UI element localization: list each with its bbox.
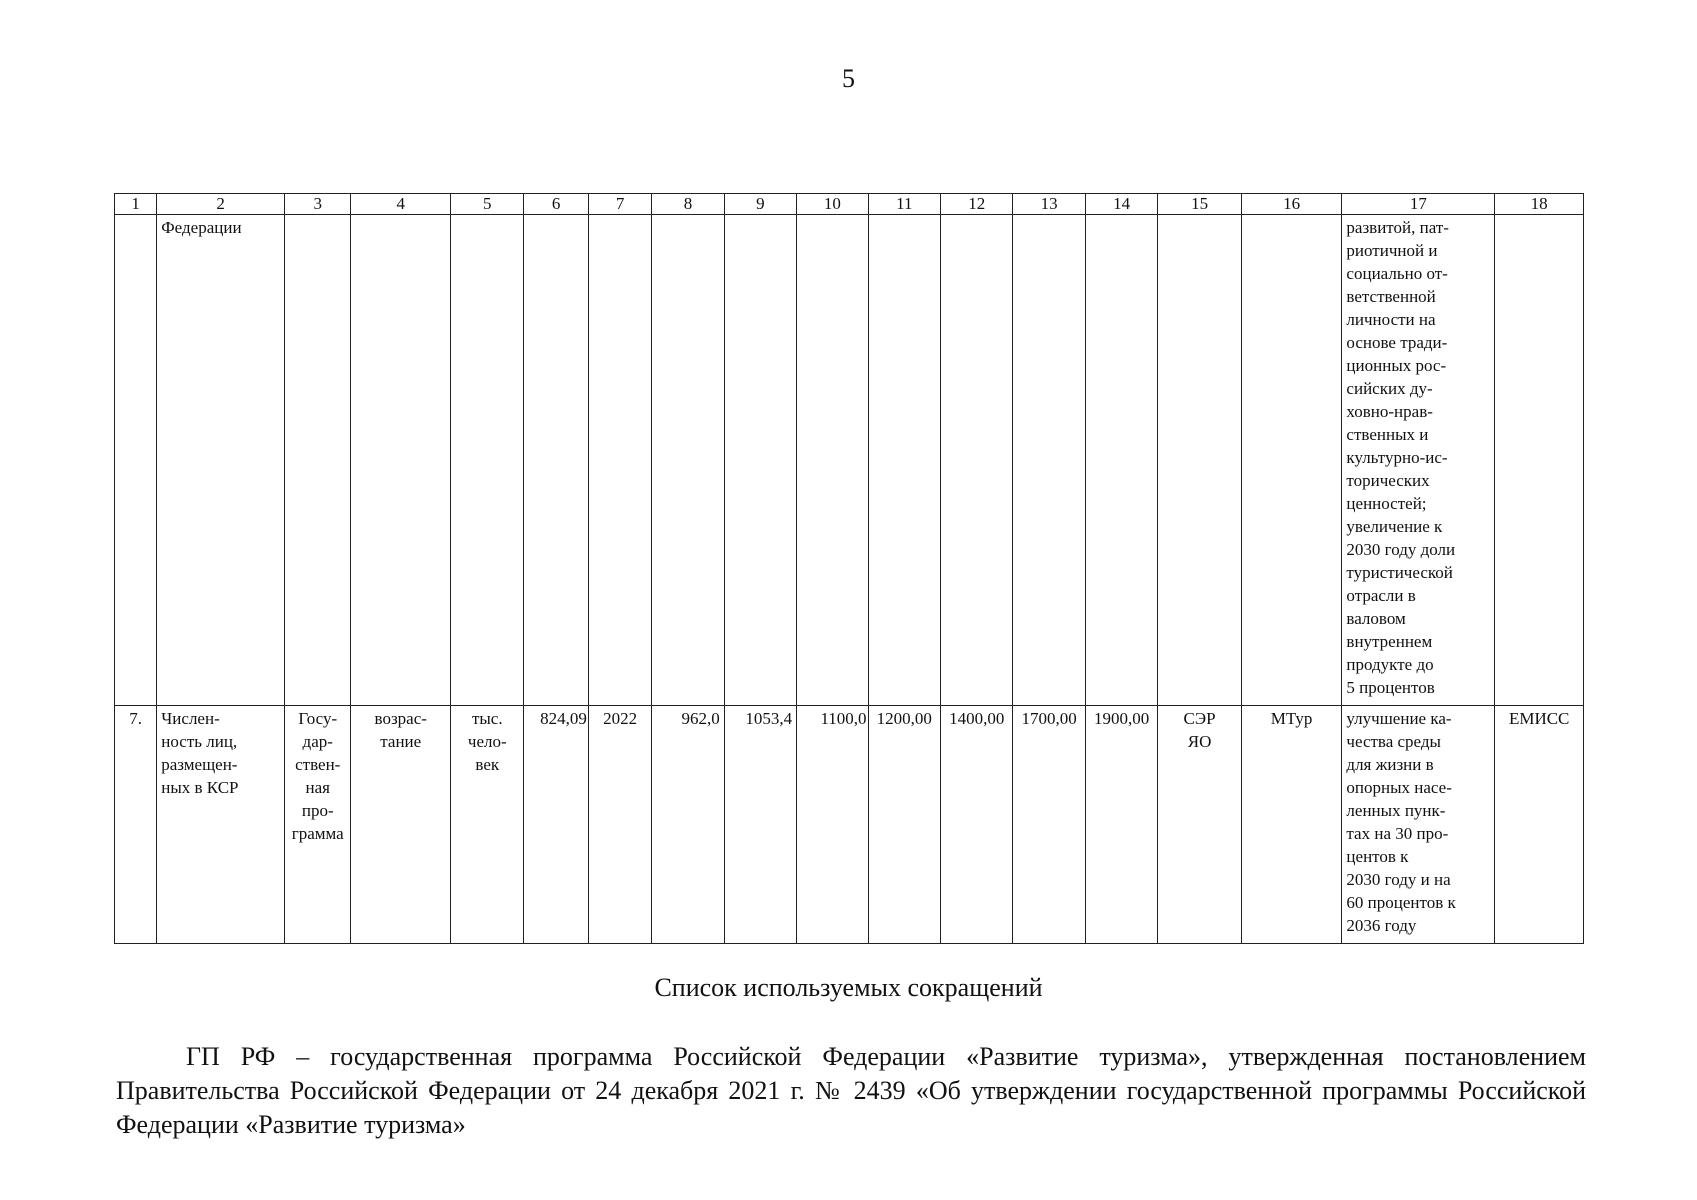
header-cell: 14 [1085, 194, 1157, 215]
table-cell-base-value: 824,09 [524, 706, 588, 944]
table-cell-base-year: 2022 [588, 706, 651, 944]
table-cell [652, 215, 724, 706]
table-header-row [115, 194, 1584, 215]
table-cell [941, 215, 1013, 706]
table-cell-goal: развитой, пат- риотичной и социально от- ветственной личности на основе тради- ционных рос- сийских ду- ховно-нрав- ственных и культурно-ис- торических ценностей; увеличение к 2030 году доли туристической отрасли в валовом внутреннем продукте до 5 процентов [1342, 215, 1495, 706]
header-cell: 8 [652, 194, 724, 215]
table-cell [351, 215, 451, 706]
table-cell-value: 1400,00 [941, 706, 1013, 944]
table-cell [588, 215, 651, 706]
table-cell-unit: тыс. чело- век [451, 706, 524, 944]
table-cell [1495, 215, 1584, 706]
header-cell: 13 [1013, 194, 1085, 215]
table-cell-value: 1200,00 [868, 706, 940, 944]
table-cell-indicator: Федерации [157, 215, 285, 706]
header-cell: 12 [941, 194, 1013, 215]
abbreviations-title: Список используемых сокращений [654, 973, 1043, 1002]
header-cell: 2 [157, 194, 285, 215]
header-cell: 11 [868, 194, 940, 215]
table-cell [285, 215, 351, 706]
table-row-7 [115, 706, 1584, 944]
header-cell: 17 [1342, 194, 1495, 215]
header-cell: 3 [285, 194, 351, 215]
table-cell-info-system: ЕМИСС [1495, 706, 1584, 944]
table-cell [1241, 215, 1342, 706]
table-cell [724, 215, 796, 706]
table-cell-value: 962,0 [652, 706, 724, 944]
table-cell [1013, 215, 1085, 706]
table-cell [115, 215, 157, 706]
header-cell: 10 [797, 194, 868, 215]
header-cell: 5 [451, 194, 524, 215]
table-cell [797, 215, 868, 706]
table-cell-indicator: Числен- ность лиц, размещен- ных в КСР [157, 706, 285, 944]
table-cell-goal: улучшение ка- чества среды для жизни в опорных насе- ленных пунк- тах на 30 про- центов к 2030 году и на 60 процентов к 2036 году [1342, 706, 1495, 944]
table-cell-value: 1900,00 [1085, 706, 1157, 944]
table-cell [868, 215, 940, 706]
table-cell-trend: возрас- тание [351, 706, 451, 944]
table-cell [1085, 215, 1157, 706]
table-cell-number: 7. [115, 706, 157, 944]
table-cell-value: 1700,00 [1013, 706, 1085, 944]
page-number: 5 [842, 64, 855, 93]
table-cell-value: 1053,4 [724, 706, 796, 944]
header-cell: 6 [524, 194, 588, 215]
table-row-continuation [115, 215, 1584, 706]
header-cell: 7 [588, 194, 651, 215]
table-cell-value: 1100,0 [797, 706, 868, 944]
table-cell [1158, 215, 1242, 706]
header-cell: 16 [1241, 194, 1342, 215]
header-cell: 18 [1495, 194, 1584, 215]
table-cell [524, 215, 588, 706]
table-cell-document: Госу- дар- ствен- ная про- грамма [285, 706, 351, 944]
header-cell: 1 [115, 194, 157, 215]
table-cell-document-link: СЭР ЯО [1158, 706, 1242, 944]
abbreviations-text: ГП РФ – государственная программа Российской Федерации «Развитие туризма», утвержденная постановлением Правительства Российской Федерации от 24 декабря 2021 г. № 2439 «Об утверждении государственной программы Российской Федерации «Развитие туризма» [116, 1042, 1586, 1139]
table-cell-responsible: МТур [1241, 706, 1342, 944]
indicator-table [114, 193, 1584, 944]
header-cell: 15 [1158, 194, 1242, 215]
header-cell: 9 [724, 194, 796, 215]
table-cell [451, 215, 524, 706]
header-cell: 4 [351, 194, 451, 215]
